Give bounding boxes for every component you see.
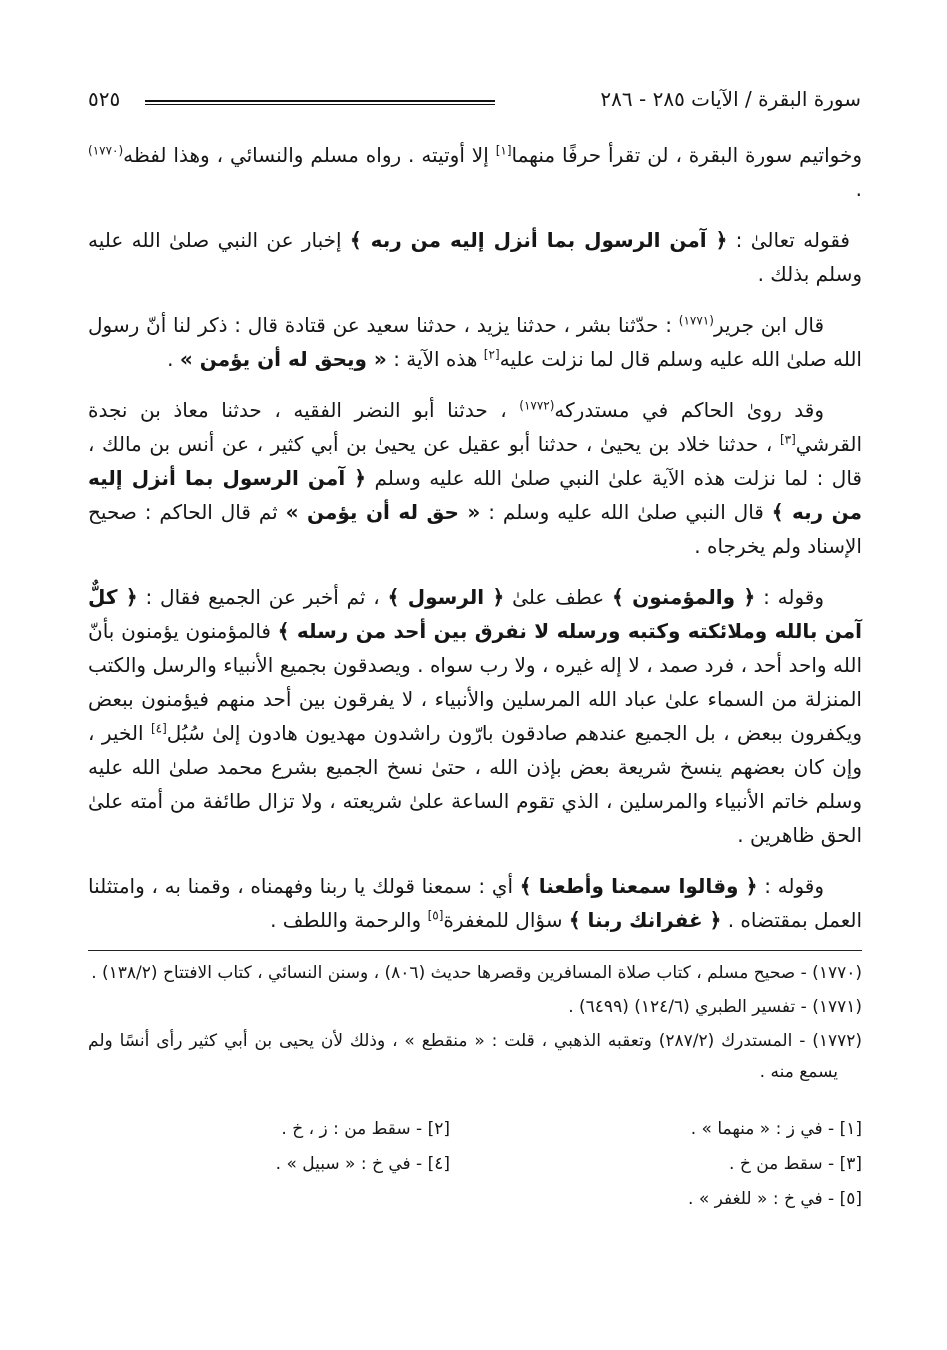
- quoted-text: ﴿ وقالوا سمعنا وأطعنا ﴾: [519, 874, 758, 898]
- body-text-run: ، حدثنا خلاد بن يحيىٰ ، حدثنا أبو عقيل عن يحيىٰ بن أبي كثير ، عن أنس بن مالك ، قال : لما نزلت هذه الآية علىٰ النبي صلىٰ الله عليه وسلم: [88, 432, 862, 490]
- body-text-run: .: [167, 347, 180, 371]
- editor-note: [٥] - في خ : « للغفر » .: [688, 1189, 862, 1209]
- header-rule: [145, 100, 495, 105]
- body-text-run: وخواتيم سورة البقرة ، لن تقرأ حرفًا منهما: [511, 143, 862, 167]
- body-text-run: قال النبي صلىٰ الله عليه وسلم :: [480, 500, 772, 524]
- paragraph: [88, 138, 862, 206]
- footnote: (١٧٧٢) - المستدرك (٢٨٧/٢) وتعقبه الذهبي ، قلت : « منقطع » ، وذلك لأن يحيى بن أبي كثير رأى أنسًا ولم يسمع منه .: [88, 1031, 863, 1082]
- body-text: [88, 138, 862, 950]
- body-text-run: فقوله تعالىٰ :: [727, 228, 850, 252]
- editor-note: [٢] - سقط من : ز ، خ .: [281, 1119, 450, 1139]
- quoted-text: ﴿ والمؤمنون ﴾: [612, 585, 756, 609]
- paragraph: [88, 393, 862, 563]
- body-text-run: والرحمة واللطف .: [270, 908, 428, 932]
- body-text-run: قال ابن جرير: [713, 313, 825, 337]
- footnote: (١٧٧١) - تفسير الطبري (١٢٤/٦) (٦٤٩٩) .: [568, 997, 862, 1017]
- running-title: سورة البقرة / الآيات ٢٨٥ - ٢٨٦: [600, 87, 861, 111]
- quoted-text: ﴿ آمن الرسول بما أنزل إليه من ربه ﴾: [349, 228, 728, 252]
- editor-note: [٣] - سقط من خ .: [729, 1154, 862, 1174]
- footnote: (١٧٧٠) - صحيح مسلم ، كتاب صلاة المسافرين وقصرها حديث (٨٠٦) ، وسنن النسائي ، كتاب الافتتاح (١٣٨/٢) .: [91, 963, 862, 983]
- quoted-text: « حق له أن يؤمن »: [285, 500, 481, 524]
- body-text-run: وقوله :: [755, 585, 825, 609]
- paragraph: [88, 869, 862, 937]
- body-text-run: عطف علىٰ: [504, 585, 613, 609]
- body-text-run: الخير ، وإن كان بعضهم ينسخ شريعة بعض بإذن الله ، حتىٰ نسخ الجميع بشرع محمد صلىٰ الله عليه وسلم خاتم الأنبياء والمرسلين ، الذي تقوم الساعة علىٰ شريعته ، ولا تزال طائفة من أمته علىٰ الحق ظاهرين .: [88, 721, 862, 847]
- editor-notes: [88, 1112, 862, 1217]
- body-text-run: وقوله :: [757, 874, 825, 898]
- editor-note: [٤] - في خ : « سبيل » .: [275, 1154, 450, 1174]
- paragraph: [88, 580, 862, 852]
- body-text-run: ، ثم أخبر عن الجميع فقال :: [137, 585, 388, 609]
- quoted-text: ﴿ آمن الرسول بما أنزل إليه من ربه ﴾: [88, 466, 862, 524]
- quoted-text: « ويحق له أن يؤمن »: [179, 347, 387, 371]
- body-text-run: ثم قال الحاكم : صحيح الإسناد ولم يخرجاه .: [88, 500, 862, 558]
- footnote-separator: [88, 950, 862, 951]
- editor-note: [١] - في ز : « منهما » .: [690, 1119, 862, 1139]
- body-text-run: فالمؤمنون يؤمنون بأنّ الله واحد أحد ، فرد صمد ، لا إله غيره ، ولا رب سواه . ويصدقون بجميع الأنبياء والرسل والكتب المنزلة من السماء علىٰ عباد الله المرسلين والأنبياء ، لا يفرقون بين أحد منهم فيؤمنون ببعض ويكفرون ببعض ، بل الجميع عندهم صادقون بارّون راشدون مهديون هادون إلىٰ سُبُل: [88, 619, 862, 745]
- body-text-run: إلا أوتيته . رواه مسلم والنسائي ، وهذا لفظه: [123, 143, 496, 167]
- body-text-run: : حدّثنا بشر ، حدثنا يزيد ، حدثنا سعيد عن قتادة قال : ذكر لنا أنّ رسول الله صلىٰ الله عليه وسلم قال لما نزلت عليه: [88, 313, 862, 371]
- page-number: ٥٢٥: [88, 87, 121, 111]
- note-reference-marker: (١٧٧٠): [88, 143, 124, 158]
- note-reference-marker: [٥]: [427, 908, 444, 923]
- paragraph: [88, 308, 862, 376]
- body-text-run: إخبار عن النبي صلىٰ الله عليه وسلم بذلك .: [88, 228, 862, 286]
- quoted-text: ﴿ كلٌّ آمن بالله وملائكته وكتبه ورسله لا نفرق بين أحد من رسله ﴾: [88, 585, 863, 643]
- body-text-run: .: [855, 177, 862, 201]
- note-reference-marker: [١]: [495, 143, 512, 158]
- note-reference-marker: (١٧٧٢): [519, 398, 555, 413]
- note-reference-marker: [٢]: [483, 347, 500, 362]
- body-text-run: ، حدثنا أبو النضر الفقيه ، حدثنا معاذ بن نجدة القرشي: [88, 398, 862, 456]
- quoted-text: ﴿ غفرانك ربنا ﴾: [568, 908, 722, 932]
- paragraph: [88, 223, 862, 291]
- footnotes: [88, 958, 862, 1088]
- note-reference-marker: [٤]: [150, 721, 167, 736]
- body-text-run: هذه الآية :: [386, 347, 484, 371]
- note-reference-marker: [٣]: [779, 432, 796, 447]
- main-text-area: [88, 138, 862, 1217]
- body-text-run: سؤال للمغفرة: [443, 908, 569, 932]
- note-reference-marker: (١٧٧١): [678, 313, 714, 328]
- body-text-run: وقد روىٰ الحاكم في مستدركه: [554, 398, 825, 422]
- quoted-text: ﴿ الرسول ﴾: [387, 585, 505, 609]
- body-text-run: أي : سمعنا قولك يا ربنا وفهمناه ، وقمنا به ، وامتثلنا العمل بمقتضاه .: [88, 874, 862, 932]
